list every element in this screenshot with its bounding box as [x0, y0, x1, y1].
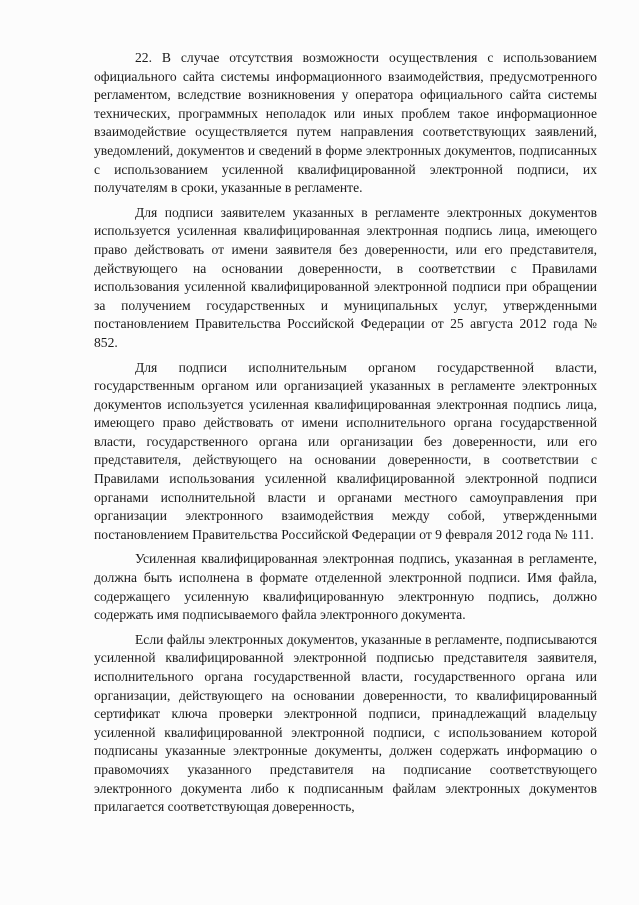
paragraph-authority-signature: Для подписи исполнительным органом государственной власти, государственным органом или организацией указанных в регламенте электронных документов используется усиленная квалифицированная электронная подпись лица, имеющего право действовать от имени исполнительного органа государственной власти, государственного органа или организации без доверенности, или его представителя, действующего на основании доверенности, в соответствии с Правилами использования усиленной квалифицированной электронной подписи органами исполнительной власти и органами местного самоуправления при организации электронного взаимодействия между собой, утвержденными постановлением Правительства Российской Федерации от 9 февраля 2012 года № 111. [94, 359, 597, 542]
paragraph-applicant-signature: Для подписи заявителем указанных в регламенте электронных документов используется усиленная квалифицированная электронная подпись лица, имеющего право действовать от имени заявителя без доверенности, или его представителя, действующего на основании доверенности, в соответствии с Правилами использования усиленной квалифицированной электронной подписи при обращении за получением государственных и муниципальных услуг, утвержденными постановлением Правительства Российской Федерации от 25 августа 2012 года № 852. [94, 204, 597, 350]
paragraph-item-22: 22. В случае отсутствия возможности осуществления с использованием официального сайта системы информационного взаимодействия, предусмотренного регламентом, вследствие возникновения у оператора официального сайта системы технических, программных неполадок или иных проблем такое информационное взаимодействие осуществляется путем направления соответствующих заявлений, уведомлений, документов и сведений в форме электронных документов, подписанных с использованием усиленной квалифицированной электронной подписи, их получателям в сроки, указанные в регламенте. [94, 50, 597, 196]
paragraph-representative-certificate: Если файлы электронных документов, указанные в регламенте, подписываются усиленной квалифицированной электронной подписью представителя заявителя, исполнительного органа государственной власти, государственного органа или организации, действующего на основании доверенности, то квалифицированный сертификат ключа проверки электронной подписи, принадлежащий владельцу усиленной квалифицированной электронной подписи, с использованием которой подписаны указанные электронные документы, должен содержать информацию о правомочиях указанного представителя на подписание соответствующего электронного документа либо к подписанным файлам электронных документов прилагается соответствующая доверенность, [94, 631, 597, 815]
document-body [94, 49, 597, 823]
paragraph-signature-format: Усиленная квалифицированная электронная подпись, указанная в регламенте, должна быть исполнена в формате отделенной электронной подписи. Имя файла, содержащего усиленную квалифицированную электронную подпись, должно содержать имя подписываемого файла электронного документа. [94, 551, 597, 623]
